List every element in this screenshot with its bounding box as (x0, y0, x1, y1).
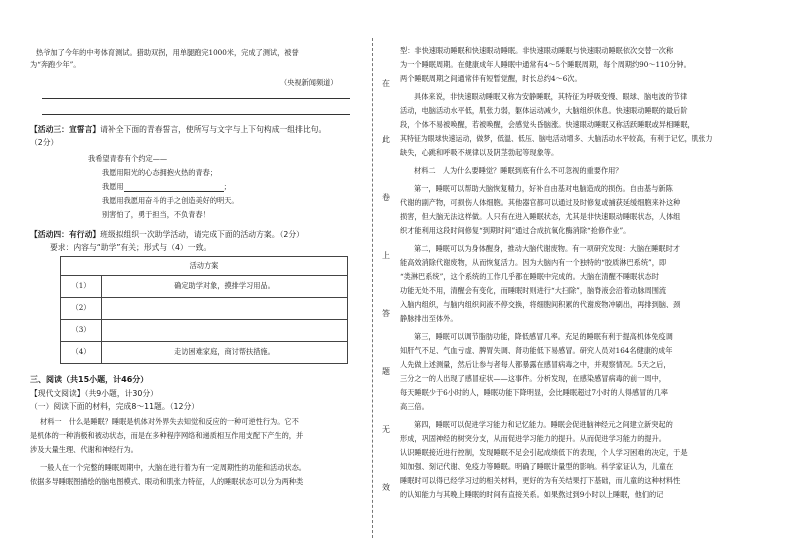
oath-line: 别害怕了，勇于担当，不负青春！ (102, 210, 210, 219)
margin-char: 上 (382, 251, 390, 260)
activity-four: 【活动四：有行动】班级拟组织一次助学活动，请完成下面的活动方案。（2分） (30, 230, 304, 239)
section-subheading: （一）阅读下面的材料，完成8～11题。（12分） (30, 402, 200, 411)
blank-input[interactable] (124, 184, 224, 192)
oath-line: 我愿用阳光的心态拥抱火热的青春； (102, 168, 218, 177)
table-row (61, 320, 348, 342)
table-row (61, 342, 348, 364)
table-row (61, 298, 348, 320)
text-line: 第二，睡眠可以为身体醒身，推动大脑代谢废物。有一项研究发现：大脑在睡眠时才 (414, 244, 680, 253)
text-line: 入脑内组织，与脑内组织间液不停交换，将细胞间积累的代谢废物冲刷出，再排到脑、颈 (400, 300, 681, 309)
text-line: 的认知能力与其晚上睡眠的时间有直接关系。如果熬过到9小时以上睡眠，他们的记 (400, 490, 664, 499)
text-line: 认识睡眠接近进行控制，发现睡眠不足会引起成绩低下的表现，个人学习困难的决定，于是 (400, 448, 688, 457)
points: （2分） (30, 138, 59, 147)
text-line: 织才能利用这段时间修复“到期时间”通过合成抗氧化酶消除“抢修作业”。 (400, 226, 631, 235)
margin-char: 答 (382, 309, 390, 318)
text-line: 为“奔跑少年”。 (30, 60, 81, 69)
text-line: 材料一 什么是睡眠？睡眠是机体对外界失去知觉和反应的一种可逆性行为。它不 (40, 417, 299, 426)
activity-plan-table (60, 256, 348, 364)
text-line: 人先做上述测量，然后让参与者每人都暴露在感冒病毒之中，并观察情况。5天之后， (400, 360, 671, 369)
text-line: 每天睡眠少于6小时的人，睡眠功能下降明显，会比睡眠超过7小时的人得感冒的几率 (400, 388, 668, 397)
margin-char: 无 (382, 425, 390, 434)
oath-line: 我希望青春有个约定—— (88, 154, 168, 163)
oath-line: 我愿用 ； (102, 182, 231, 191)
text-line: 形成，巩固神经的树突分支，从而促进学习能力的提升。从而促进学习能力的提升。 (400, 434, 666, 443)
table-header: 活动方案 (61, 257, 348, 276)
requirement: 要求：内容与“助学”有关；形式与（4）一致。 (50, 243, 212, 252)
margin-char: 效 (382, 483, 390, 492)
oath-line: 我愿用我愿用奋斗的手之创造美好的明天。 (102, 196, 239, 205)
text-line: 为一个睡眠周期。在健康成年人睡眠中通常有4～5个睡眠周期，每个周期约90～110分钟。 (400, 60, 691, 69)
text-line: 睡眠时可以得已经学习过的相关材料，更好的为有关结果打下基础，而儿童的这种材料性 (400, 476, 681, 485)
table-row (61, 276, 348, 298)
text-line: 涉及大量生理、代谢和神经行为。 (30, 445, 138, 454)
text-line: 三分之一的人出现了感冒症状——这事件。分析发现，在感染感冒病毒的前一周中， (400, 374, 666, 383)
section-subheading: 【现代文阅读】（共9小题，计30分） (30, 389, 158, 398)
text-line: 型：非快速眼动睡眠和快速眼动睡眠。非快速眼动睡眠与快速眼动睡眠依次交替一次称 (400, 46, 674, 55)
text-line: 其特征为眼球快速运动，做梦，低温、低压、脑电活动增多、大脑活动水平较高，有利于记忆，肌张力 (400, 134, 713, 143)
row-number: （1） (61, 276, 102, 298)
text-line: 两个睡眠周期之间通常伴有短暂觉醒，时长总约4～6次。 (400, 74, 582, 83)
margin-char: 在 (382, 79, 390, 88)
text-line: 活动，电脑活动水平低，肌张力弱，躯体运动减少，大脑组织休息。快速眼动睡眠的最后阶 (400, 106, 688, 115)
row-text-blank[interactable] (102, 298, 348, 320)
text-line: 静脉排出至体外。 (400, 314, 458, 323)
text-line: 具体来说，非快速眼动睡眠又称为安静睡眠，其特征为呼吸变慢、眼球、脑电波的节律 (414, 92, 688, 101)
margin-char: 此 (382, 135, 390, 144)
binding-divider (372, 38, 373, 538)
row-text-blank[interactable] (102, 320, 348, 342)
text-line: 第四，睡眠可以促进学习能力和记忆能力。睡眠会促进脑神经元之间建立新突起的 (414, 420, 673, 429)
text-line: 一般人在一个完整的睡眠周期中，大脑在进行着为有一定周期性的功能和活动状态。 (40, 463, 306, 472)
text-line: 依据多导睡眠图描绘的脑电图模式、眼动和肌张力特征，人的睡眠状态可以分为两种类 (30, 477, 304, 486)
text-line: 缺失，心跳和呼吸不规律以及阴茎勃起等现象等。 (400, 148, 559, 157)
text-line: 高三倍。 (400, 402, 429, 411)
text-line: 是机体的一种消极和被动状态，而是在多种程序网络和递质相互作用支配下产生的，并 (30, 431, 304, 440)
row-text: 确定助学对象，摸排学习用品。 (102, 276, 348, 298)
text-line: 功能无处不用，清醒会有变化，而睡眠时则进行“大扫除”，脑脊液会沿着动脉周围流 (400, 286, 667, 295)
row-number: （4） (61, 342, 102, 364)
row-text: 走访困难家庭，商讨帮扶措施。 (102, 342, 348, 364)
text-line: 代谢的副产物，可损伤人体细胞。其他器官都可以通过及时修复或捕获延缓细胞来补这种 (400, 198, 681, 207)
activity-three: 【活动三：宣誓言】请补全下面的青春誓言，使所写与文字与上下句构成一组排比句。 (30, 125, 327, 134)
text-line: 知肝气不足、气血亏虚、脾胃失调、肾功能低下易感冒。研究人员对164名健康的成年 (400, 346, 673, 355)
margin-char: 题 (382, 367, 390, 376)
text-line: 段，个体不易被唤醒，若被唤醒，会感觉头昏脑涨。快速眼动睡眠又称活跃睡眠或异相睡眠， (400, 120, 695, 129)
row-number: （3） (61, 320, 102, 342)
source-credit: （央视新闻频道） (280, 78, 338, 87)
text-line: “类淋巴系统”，这个系统的工作几乎都在睡眠中完成的。大脑在清醒不睡眠状态时 (400, 272, 659, 281)
answer-line (42, 98, 350, 99)
text-line: 第一，睡眠可以帮助大脑恢复精力，好补自由基对电脑造成的损伤。自由基与新陈 (414, 184, 673, 193)
text-line: 能高效消除代谢废物，从而恢复活力。因为大脑内有一个独特的“胶质淋巴系统”，即 (400, 258, 667, 267)
margin-char: 卷 (382, 193, 390, 202)
text-line: 第三，睡眠可以调节脂肪功能，降低感冒几率。充足的睡眠有利于提高机体免疫调 (414, 332, 673, 341)
answer-line (42, 114, 350, 115)
section-three-heading: 三、阅读（共15小题，计46分） (30, 375, 149, 384)
text-line: 热爷加了今年的中考体育测试。猎助双拐，用单腿跑完1000米，完成了测试，被誉 (36, 48, 299, 57)
text-line: 损害，但大脑无法这样做。人只有在进入睡眠状态，尤其是非快速眼动睡眠状态，人体组 (400, 212, 681, 221)
row-number: （2） (61, 298, 102, 320)
text-line: 知加强、刻记代谢、免疫力等睡眠。明确了睡眠计量型的影响。科学家证认为，儿童在 (400, 462, 674, 471)
material-two-question: 材料二 人为什么要睡觉？睡眠到底有什么不可忽视的重要作用？ (414, 166, 623, 175)
